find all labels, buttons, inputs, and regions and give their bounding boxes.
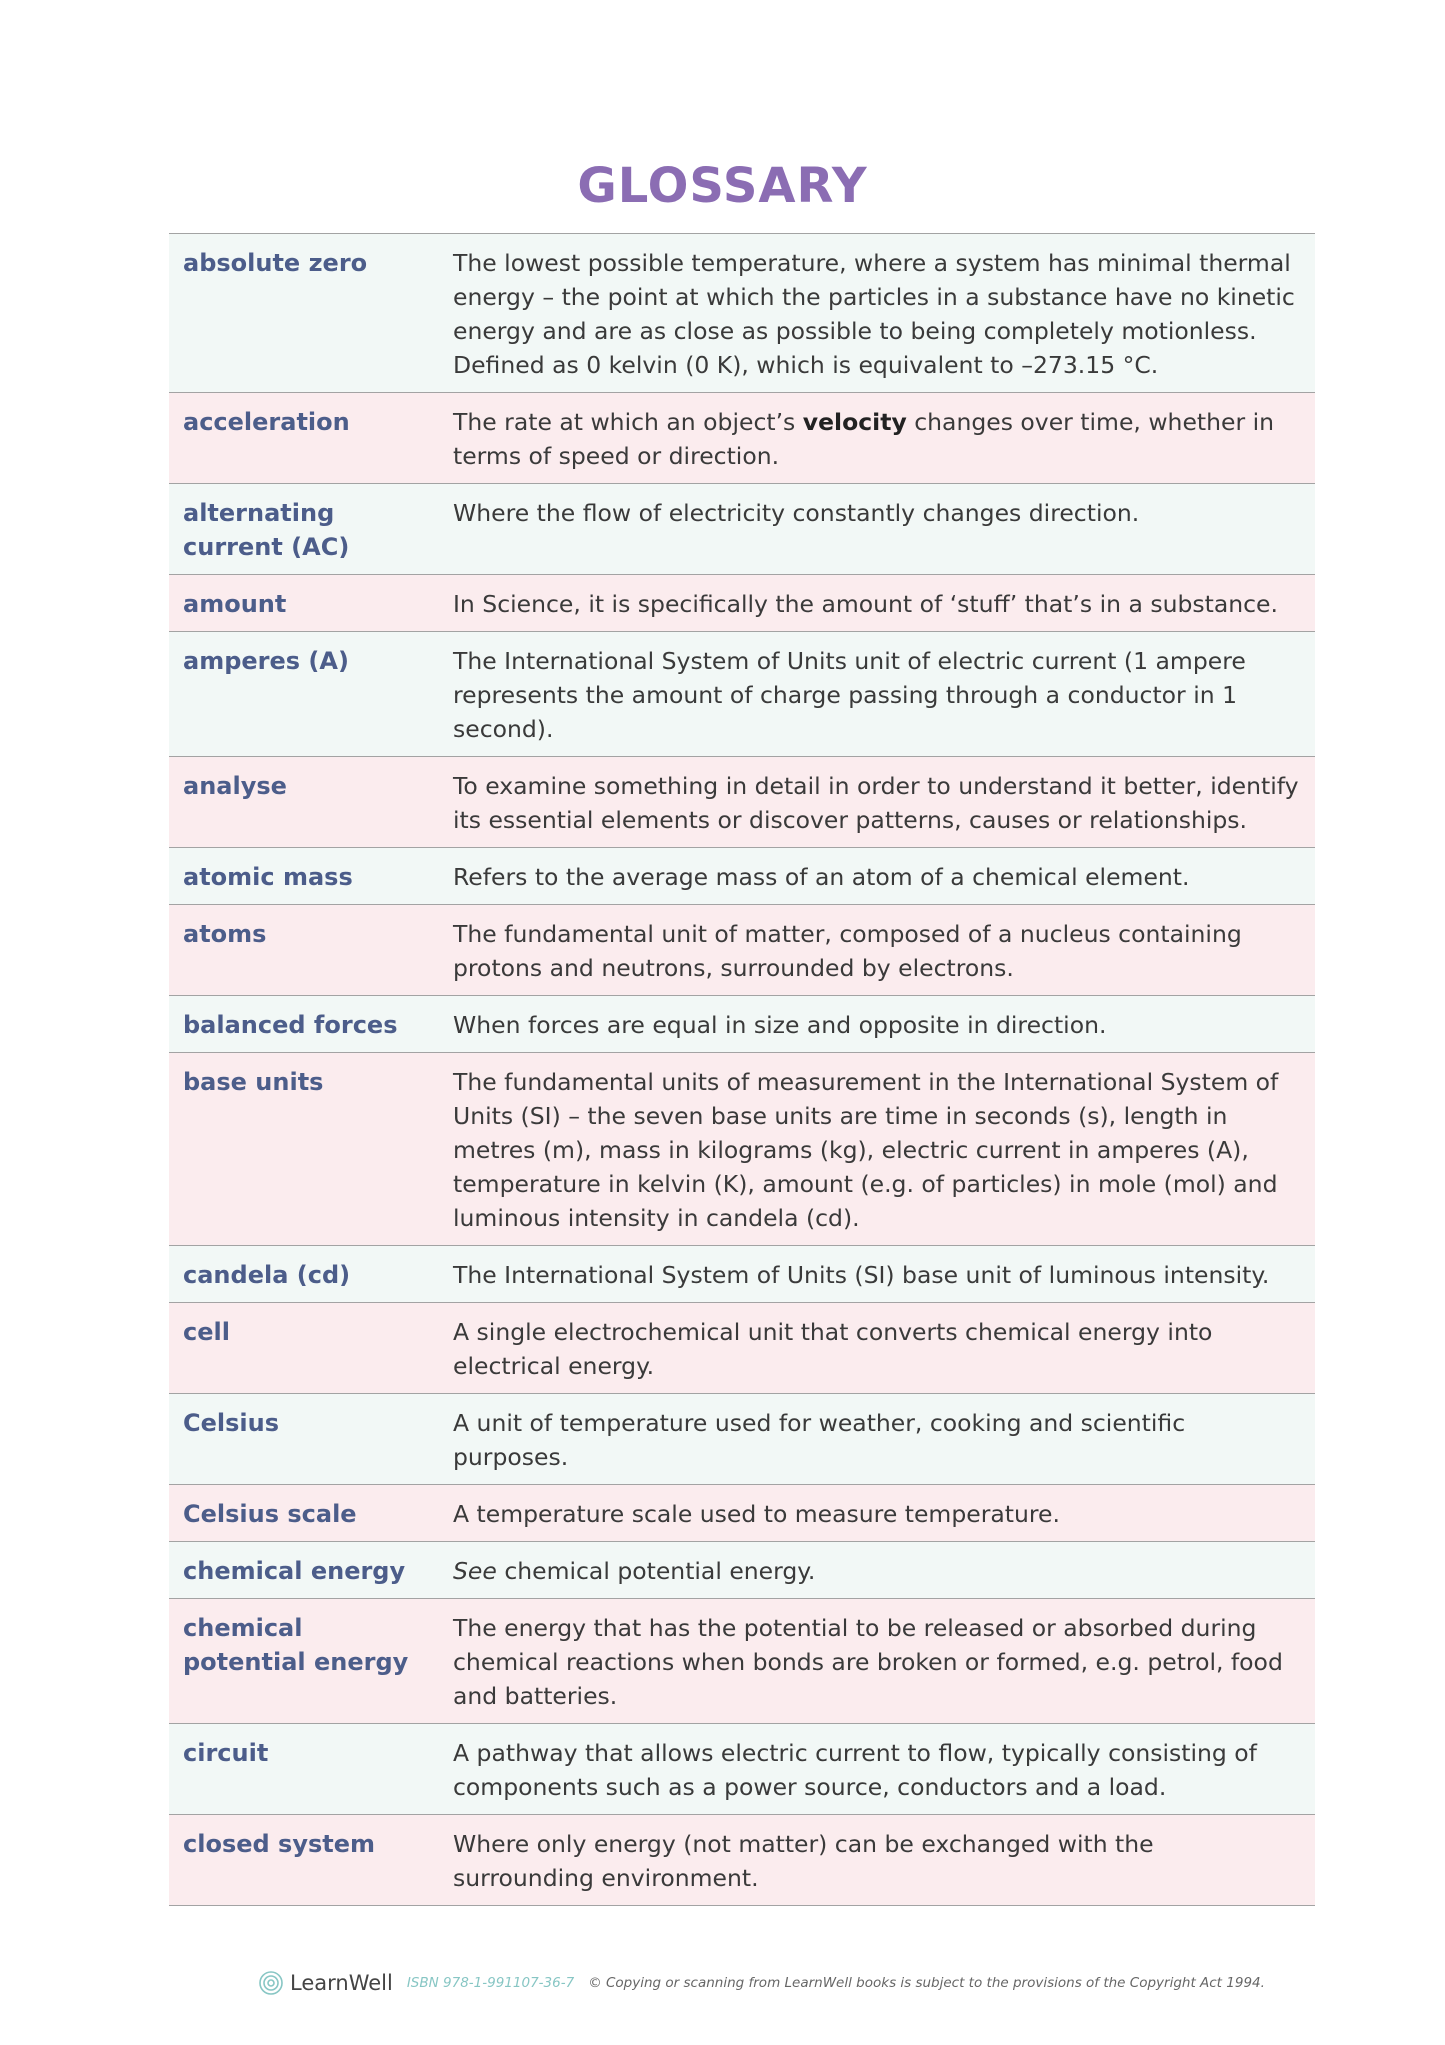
glossary-definition — [439, 393, 1315, 484]
glossary-definition: The energy that has the potential to be released or absorbed during chemical reactions when bonds are broken or formed, e.g. petrol, food and batteries. — [439, 1599, 1315, 1724]
swirl-logo-icon — [258, 1970, 284, 1996]
glossary-term: circuit — [169, 1724, 439, 1815]
glossary-term: cell — [169, 1303, 439, 1394]
glossary-table — [169, 233, 1315, 1906]
glossary-term: chemical energy — [169, 1542, 439, 1599]
glossary-definition: Refers to the average mass of an atom of a chemical element. — [439, 848, 1315, 905]
glossary-definition: A unit of temperature used for weather, cooking and scientific purposes. — [439, 1394, 1315, 1485]
glossary-definition: The International System of Units unit of electric current (1 ampere represents the amount of charge passing through a conductor in 1 second). — [439, 632, 1315, 757]
glossary-term: Celsius — [169, 1394, 439, 1485]
glossary-row — [169, 575, 1315, 632]
glossary-row — [169, 1394, 1315, 1485]
glossary-row — [169, 757, 1315, 848]
glossary-definition: When forces are equal in size and opposite in direction. — [439, 996, 1315, 1053]
glossary-row — [169, 1053, 1315, 1246]
glossary-term: atoms — [169, 905, 439, 996]
glossary-row — [169, 848, 1315, 905]
page-footer — [258, 1968, 1265, 1998]
definition-text: chemical potential energy. — [496, 1557, 816, 1585]
glossary-term: absolute zero — [169, 234, 439, 393]
glossary-row — [169, 905, 1315, 996]
glossary-term: candela (cd) — [169, 1246, 439, 1303]
glossary-definition: In Science, it is specifically the amount of ‘stuff’ that’s in a substance. — [439, 575, 1315, 632]
brand-name: LearnWell — [290, 1971, 393, 1995]
glossary-row — [169, 632, 1315, 757]
glossary-row — [169, 234, 1315, 393]
glossary-row — [169, 1542, 1315, 1599]
glossary-row — [169, 1246, 1315, 1303]
definition-text: changes over time, whether in terms of speed or direction. — [453, 408, 1275, 470]
definition-italic: See — [453, 1557, 497, 1585]
glossary-term: balanced forces — [169, 996, 439, 1053]
glossary-row — [169, 484, 1315, 575]
glossary-term: amperes (A) — [169, 632, 439, 757]
glossary-row — [169, 1815, 1315, 1906]
page-title: GLOSSARY — [577, 158, 868, 214]
copyright-notice: © Copying or scanning from LearnWell books is subject to the provisions of the Copyright Act 1994. — [588, 1975, 1265, 1991]
glossary-term: amount — [169, 575, 439, 632]
glossary-term: chemical potential energy — [169, 1599, 439, 1724]
glossary-row — [169, 996, 1315, 1053]
glossary-definition: The lowest possible temperature, where a system has minimal thermal energy – the point at which the particles in a substance have no kinetic energy and are as close as possible to being completely motionless. Defined as 0 kelvin (0 K), which is equivalent to –273.15 °C. — [439, 234, 1315, 393]
glossary-definition: The fundamental units of measurement in the International System of Units (SI) – the seven base units are time in seconds (s), length in metres (m), mass in kilograms (kg), electric current in amperes (A), temperature in kelvin (K), amount (e.g. of particles) in mole (mol) and luminous intensity in candela (cd). — [439, 1053, 1315, 1246]
glossary-row — [169, 1599, 1315, 1724]
glossary-term: atomic mass — [169, 848, 439, 905]
glossary-term: analyse — [169, 757, 439, 848]
isbn-text: ISBN 978-1-991107-36-7 — [406, 1975, 575, 1991]
glossary-definition: To examine something in detail in order to understand it better, identify its essential elements or discover patterns, causes or relationships. — [439, 757, 1315, 848]
definition-text: The rate at which an object’s — [453, 408, 803, 436]
definition-bold-term: velocity — [802, 408, 907, 436]
glossary-row — [169, 1724, 1315, 1815]
glossary-row — [169, 1485, 1315, 1542]
glossary-definition — [439, 1542, 1315, 1599]
glossary-definition: The fundamental unit of matter, composed of a nucleus containing protons and neutrons, surrounded by electrons. — [439, 905, 1315, 996]
glossary-term: Celsius scale — [169, 1485, 439, 1542]
glossary-term: closed system — [169, 1815, 439, 1906]
glossary-definition: The International System of Units (SI) base unit of luminous intensity. — [439, 1246, 1315, 1303]
learnwell-logo — [258, 1970, 393, 1996]
glossary-definition: A single electrochemical unit that converts chemical energy into electrical energy. — [439, 1303, 1315, 1394]
glossary-row — [169, 393, 1315, 484]
glossary-term: acceleration — [169, 393, 439, 484]
glossary-definition: Where only energy (not matter) can be exchanged with the surrounding environment. — [439, 1815, 1315, 1906]
glossary-definition: A pathway that allows electric current to flow, typically consisting of components such as a power source, conductors and a load. — [439, 1724, 1315, 1815]
glossary-term: alternating current (AC) — [169, 484, 439, 575]
glossary-definition: A temperature scale used to measure temperature. — [439, 1485, 1315, 1542]
glossary-term: base units — [169, 1053, 439, 1246]
glossary-row — [169, 1303, 1315, 1394]
glossary-definition: Where the flow of electricity constantly changes direction. — [439, 484, 1315, 575]
